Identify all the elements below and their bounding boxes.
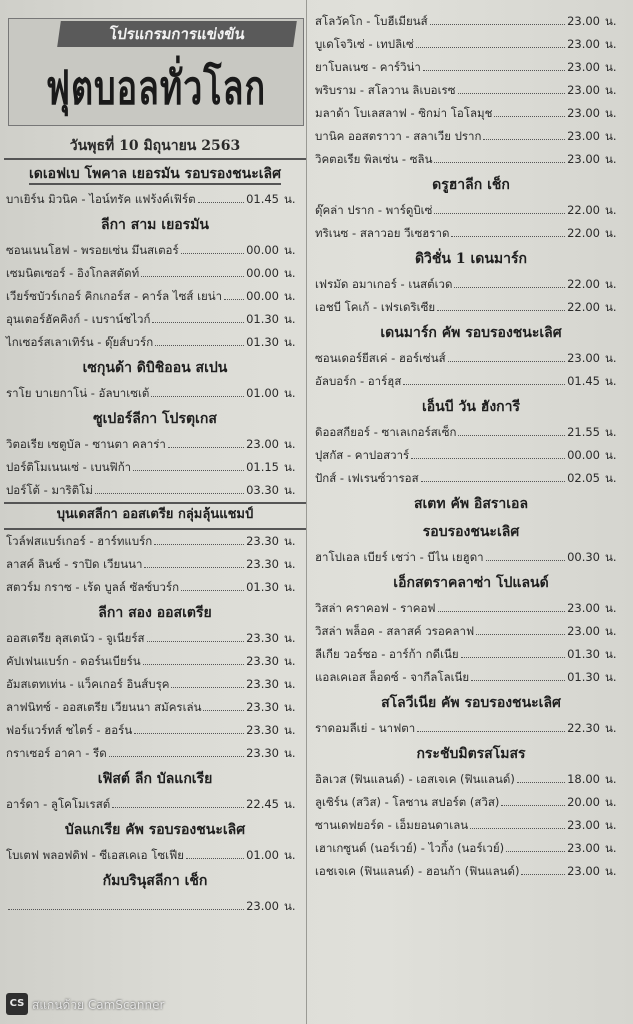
- match-teams: ราดอมลีเย่ - นาฟตา: [315, 721, 416, 735]
- match-row: [313, 666, 629, 689]
- time-unit: น.: [284, 700, 296, 714]
- kickoff-time: 23.00: [567, 106, 600, 120]
- kickoff-time: 22.00: [567, 300, 600, 314]
- match-row: [313, 79, 629, 102]
- match-teams: วิสล่า คราคอฟ - ราคอฟ: [315, 601, 436, 615]
- left-column: [4, 0, 306, 918]
- match-teams: ซอนเนนโฮฟ - พรอยเซ่น มึนสเตอร์: [6, 243, 179, 257]
- kickoff-time: 23.30: [246, 534, 279, 548]
- time-unit: น.: [605, 624, 617, 638]
- camscanner-logo: CS: [6, 993, 28, 1015]
- match-row: [313, 860, 629, 883]
- leader-dots: [417, 731, 565, 732]
- kickoff-time: 22.30: [567, 721, 600, 735]
- match-teams: อาร์ดา - ลูโคโมเรสต์: [6, 797, 111, 811]
- time-unit: น.: [284, 483, 296, 497]
- kickoff-time: 23.30: [246, 631, 279, 645]
- match-teams: อัมสเตทเท่น - แว็คเกอร์ อินส์บรุค: [6, 677, 170, 691]
- match-row: [4, 239, 306, 262]
- match-teams: กราเซอร์ อาคา - รีด: [6, 746, 107, 760]
- section-title: บัลแกเรีย คัพ รอบรองชนะเลิศ: [64, 822, 246, 838]
- time-unit: น.: [284, 266, 296, 280]
- leader-dots: [141, 276, 244, 277]
- match-row: [313, 597, 629, 620]
- time-unit: น.: [605, 14, 617, 28]
- match-row: [4, 456, 306, 479]
- kickoff-time: 23.00: [567, 624, 600, 638]
- time-unit: น.: [284, 312, 296, 326]
- leader-dots: [458, 435, 565, 436]
- leader-dots: [437, 310, 565, 311]
- match-teams: อัลบอร์ก - อาร์ฮุส: [315, 374, 402, 388]
- kickoff-time: 20.00: [567, 795, 600, 809]
- leader-dots: [403, 384, 565, 385]
- match-teams: ลาสค์ ลินซ์ - ราปิด เวียนนา: [6, 557, 143, 571]
- match-row: [4, 530, 306, 553]
- kickoff-time: 23.30: [246, 677, 279, 691]
- leader-dots: [147, 641, 245, 642]
- leader-dots: [154, 544, 244, 545]
- kickoff-time: 23.00: [567, 14, 600, 28]
- match-teams: สตวร์ม กราซ - เร้ด บูลล์ ซัลซ์บวร์ก: [6, 580, 180, 594]
- leader-dots: [506, 851, 565, 852]
- kickoff-time: 01.15: [246, 460, 279, 474]
- leader-dots: [470, 828, 565, 829]
- match-row: [4, 844, 306, 867]
- leader-dots: [168, 447, 244, 448]
- kickoff-time: 00.00: [246, 289, 279, 303]
- kickoff-time: 01.30: [246, 312, 279, 326]
- match-row: [313, 643, 629, 666]
- leader-dots: [151, 396, 244, 397]
- match-teams: คัปเฟนแบร์ก - ดอร์นเบียร์น: [6, 654, 141, 668]
- time-unit: น.: [605, 226, 617, 240]
- match-row: [313, 148, 629, 171]
- match-teams: เอชบี โคเก้ - เฟรเดริเซีย: [315, 300, 436, 314]
- match-row: [4, 650, 306, 673]
- match-teams: แอลเคเอส ล็อดซ์ - จากีลโลเนีย: [315, 670, 470, 684]
- left-sections: [4, 160, 306, 918]
- time-unit: น.: [605, 670, 617, 684]
- match-teams: อิลเวส (ฟินแลนด์) - เอสเจเค (ฟินแลนด์): [315, 772, 515, 786]
- time-unit: น.: [605, 203, 617, 217]
- section-title: เดนมาร์ก คัพ รอบรองชนะเลิศ: [380, 325, 562, 341]
- match-teams: ดิออสกียอร์ - ซาเลเกอร์สเซ็ก: [315, 425, 457, 439]
- match-teams: อุนเตอร์ฮัคคิงก์ - เบราน์ชไวก์: [6, 312, 151, 326]
- time-unit: น.: [605, 129, 617, 143]
- leader-dots: [438, 611, 566, 612]
- kickoff-time: 23.00: [567, 351, 600, 365]
- section-title: บุนเดสลีกา ออสเตรีย กลุ่มลุ้นแชมป์: [4, 502, 306, 530]
- time-unit: น.: [605, 351, 617, 365]
- section-title: รอบรองชนะเลิศ: [422, 524, 520, 540]
- kickoff-time: 23.30: [246, 746, 279, 760]
- time-unit: น.: [284, 580, 296, 594]
- match-teams: ออสเตรีย ลุสเตนัว - จูเนียร์ส: [6, 631, 145, 645]
- leader-dots: [416, 47, 565, 48]
- leader-dots: [198, 202, 244, 203]
- leader-dots: [152, 322, 244, 323]
- section-title: เฟิสต์ ลีก บัลแกเรีย: [97, 771, 213, 787]
- match-row: [313, 347, 629, 370]
- match-teams: สโลวัคโก - โบฮีเมียนส์: [315, 14, 428, 28]
- leader-dots: [134, 733, 244, 734]
- time-unit: น.: [284, 723, 296, 737]
- kickoff-time: 23.30: [246, 654, 279, 668]
- kickoff-time: 23.30: [246, 557, 279, 571]
- match-row: [4, 479, 306, 502]
- match-row: [313, 370, 629, 393]
- kickoff-time: 23.00: [567, 152, 600, 166]
- match-row: [4, 188, 306, 211]
- kickoff-time: 22.00: [567, 226, 600, 240]
- time-unit: น.: [605, 448, 617, 462]
- match-teams: ยาโบลเนซ - คาร์วิน่า: [315, 60, 421, 74]
- kickoff-time: 18.00: [567, 772, 600, 786]
- time-unit: น.: [284, 557, 296, 571]
- time-unit: น.: [284, 192, 296, 206]
- match-teams: พริบราม - สโลวาน ลิเบอเรซ: [315, 83, 456, 97]
- match-row: [4, 433, 306, 456]
- time-unit: น.: [605, 425, 617, 439]
- leader-dots: [181, 253, 244, 254]
- match-teams: เอชเจเค (ฟินแลนด์) - ฮอนก้า (ฟินแลนด์): [315, 864, 520, 878]
- match-teams: โบเตฟ พลอฟดิฟ - ซีเอสเคเอ โซเฟีย: [6, 848, 184, 862]
- time-unit: น.: [284, 335, 296, 349]
- section-title: เอ็กสตราคลาซ่า โปแลนด์: [393, 575, 549, 591]
- time-unit: น.: [284, 631, 296, 645]
- column-divider: [306, 0, 307, 1024]
- match-row: [313, 102, 629, 125]
- leader-dots: [454, 287, 565, 288]
- leader-dots: [434, 213, 565, 214]
- kickoff-time: 01.00: [246, 848, 279, 862]
- time-unit: น.: [605, 277, 617, 291]
- header-subtitle: โปรแกรมการแข่งขัน: [57, 21, 297, 47]
- time-unit: น.: [605, 374, 617, 388]
- section-title: ซูเปอร์ลีกา โปรตุเกส: [93, 411, 217, 427]
- leader-dots: [112, 807, 244, 808]
- time-unit: น.: [284, 386, 296, 400]
- match-row: [313, 444, 629, 467]
- match-teams: ลาฟนิทซ์ - ออสเตรีย เวียนนา สมัครเล่น: [6, 700, 202, 714]
- leader-dots: [186, 858, 244, 859]
- match-teams: วิตอเรีย เซตูบัล - ซานตา คลาร่า: [6, 437, 166, 451]
- match-teams: ซานเดฟยอร์ด - เอ็มยอนดาเลน: [315, 818, 469, 832]
- time-unit: น.: [605, 471, 617, 485]
- time-unit: น.: [284, 746, 296, 760]
- match-row: [313, 717, 629, 740]
- section-title: กัมบรินุสลีกา เช็ก: [102, 873, 208, 889]
- match-teams: ซอนเดอร์ยีสเค่ - ฮอร์เซ่นส์: [315, 351, 446, 365]
- section-title: เอ็นบี วัน ฮังการี: [421, 399, 521, 415]
- match-teams: วิคตอเรีย พิลเซ่น - ซลิน: [315, 152, 433, 166]
- section-title: ลีกา สาม เยอรมัน: [100, 217, 209, 233]
- match-row: [4, 285, 306, 308]
- section-title: กระชับมิตรสโมสร: [416, 746, 526, 762]
- kickoff-time: 00.00: [246, 266, 279, 280]
- match-row: [313, 791, 629, 814]
- kickoff-time: 22.00: [567, 203, 600, 217]
- time-unit: น.: [605, 818, 617, 832]
- leader-dots: [471, 680, 565, 681]
- leader-dots: [521, 874, 565, 875]
- kickoff-time: 23.00: [567, 83, 600, 97]
- match-row: [4, 793, 306, 816]
- match-row: [313, 222, 629, 245]
- match-row: [313, 620, 629, 643]
- time-unit: น.: [284, 460, 296, 474]
- kickoff-time: 02.05: [567, 471, 600, 485]
- match-row: [4, 627, 306, 650]
- leader-dots: [144, 567, 244, 568]
- section-title: ดิวิชั่น 1 เดนมาร์ก: [414, 251, 528, 267]
- time-unit: น.: [605, 106, 617, 120]
- time-unit: น.: [605, 152, 617, 166]
- leader-dots: [203, 710, 244, 711]
- kickoff-time: 23.30: [246, 700, 279, 714]
- match-row: [4, 576, 306, 599]
- kickoff-time: 01.30: [246, 580, 279, 594]
- kickoff-time: 23.00: [567, 129, 600, 143]
- leader-dots: [423, 70, 565, 71]
- match-teams: เซมนิตเซอร์ - อิงโกลสตัดท์: [6, 266, 140, 280]
- match-row: [4, 719, 306, 742]
- match-row: [4, 673, 306, 696]
- time-unit: น.: [284, 899, 296, 913]
- match-teams: บานิค ออสตราวา - สลาเวีย ปราก: [315, 129, 482, 143]
- match-row: [4, 308, 306, 331]
- time-unit: น.: [605, 37, 617, 51]
- time-unit: น.: [284, 437, 296, 451]
- match-row: [313, 768, 629, 791]
- match-teams: มลาด้า โบเลสลาฟ - ซิกม่า โอโลมุช: [315, 106, 493, 120]
- camscanner-watermark-text: สแกนด้วย CamScanner: [32, 998, 165, 1012]
- match-teams: ฟอร์แวร์ทส์ ชไตร์ - ฮอร์น: [6, 723, 133, 737]
- time-unit: น.: [284, 677, 296, 691]
- right-column: [313, 0, 629, 883]
- leader-dots: [155, 345, 244, 346]
- match-row: [4, 382, 306, 405]
- match-row: [313, 421, 629, 444]
- match-teams: บาเยิร์น มิวนิค - ไอน์ทรัค แฟร้งค์เฟิร์ต: [6, 192, 196, 206]
- match-teams: ราโย บาเยกาโน่ - อัลบาเซเต้: [6, 386, 150, 400]
- section-title: สโลวีเนีย คัพ รอบรองชนะเลิศ: [381, 695, 561, 711]
- kickoff-time: 22.45: [246, 797, 279, 811]
- time-unit: น.: [284, 243, 296, 257]
- match-teams: ดุ๊คล่า ปราก - พาร์ดูบิเซ่: [315, 203, 433, 217]
- time-unit: น.: [605, 841, 617, 855]
- time-unit: น.: [605, 550, 617, 564]
- time-unit: น.: [605, 601, 617, 615]
- leader-dots: [8, 909, 244, 910]
- match-row: [4, 742, 306, 765]
- kickoff-time: 21.55: [567, 425, 600, 439]
- section-title: ลีกา สอง ออสเตรีย: [98, 605, 212, 621]
- leader-dots: [143, 664, 244, 665]
- match-teams: ลีเกีย วอร์ซอ - อาร์ก้า กดีเนีย: [315, 647, 459, 661]
- kickoff-time: 23.00: [567, 818, 600, 832]
- right-sections: [313, 0, 629, 883]
- match-row: [313, 814, 629, 837]
- time-unit: น.: [605, 83, 617, 97]
- kickoff-time: 22.00: [567, 277, 600, 291]
- leader-dots: [451, 236, 565, 237]
- leader-dots: [483, 139, 565, 140]
- match-teams: ปักส์ - เฟเรนซ์วารอส: [315, 471, 419, 485]
- match-teams: ปุสกัส - คาปอสวาร์: [315, 448, 410, 462]
- time-unit: น.: [284, 289, 296, 303]
- leader-dots: [133, 470, 244, 471]
- leader-dots: [109, 756, 244, 757]
- header-title: ฟุตบอลทั่วโลก: [45, 61, 267, 116]
- kickoff-time: 00.30: [567, 550, 600, 564]
- kickoff-time: 01.30: [567, 670, 600, 684]
- match-teams: บูเดโจวิเซ่ - เทปลิเซ่: [315, 37, 414, 51]
- time-unit: น.: [284, 654, 296, 668]
- match-row: [313, 273, 629, 296]
- header-banner: [8, 18, 304, 126]
- kickoff-time: 01.45: [567, 374, 600, 388]
- match-row: [313, 199, 629, 222]
- leader-dots: [461, 657, 565, 658]
- section-title: สเตท คัพ อิสราเอล: [413, 496, 529, 512]
- match-row: [313, 296, 629, 319]
- time-unit: น.: [605, 772, 617, 786]
- kickoff-time: 23.00: [567, 864, 600, 878]
- kickoff-time: 01.30: [567, 647, 600, 661]
- kickoff-time: 01.00: [246, 386, 279, 400]
- kickoff-time: 23.00: [567, 60, 600, 74]
- leader-dots: [224, 299, 244, 300]
- match-row: [313, 467, 629, 490]
- leader-dots: [486, 560, 565, 561]
- kickoff-time: 00.00: [246, 243, 279, 257]
- kickoff-time: 23.30: [246, 723, 279, 737]
- time-unit: น.: [605, 721, 617, 735]
- match-row: [4, 262, 306, 285]
- leader-dots: [430, 24, 565, 25]
- kickoff-time: 00.00: [567, 448, 600, 462]
- leader-dots: [517, 782, 565, 783]
- match-teams: ฮาโปเอล เบียร์ เชว่า - บีไน เยฮูดา: [315, 550, 484, 564]
- leader-dots: [421, 481, 565, 482]
- match-row: [4, 331, 306, 354]
- leader-dots: [501, 805, 565, 806]
- match-row: [313, 837, 629, 860]
- kickoff-time: 23.00: [246, 437, 279, 451]
- match-teams: โวล์ฟสแบร์เกอร์ - ฮาร์ทแบร์ก: [6, 534, 153, 548]
- section-title-text: เดเอฟเบ โพคาล เยอรมัน รอบรองชนะเลิศ: [29, 166, 281, 185]
- match-row: [4, 553, 306, 576]
- kickoff-time: 03.30: [246, 483, 279, 497]
- match-row: [4, 696, 306, 719]
- time-unit: น.: [284, 534, 296, 548]
- match-teams: เวียร์ซบัวร์เกอร์ คิกเกอร์ส - คาร์ล ไซส์ เยน่า: [6, 289, 223, 303]
- issue-date: วันพุธที่ 10 มิถุนายน 2563: [4, 134, 306, 160]
- leader-dots: [411, 458, 565, 459]
- time-unit: น.: [284, 797, 296, 811]
- kickoff-time: 23.00: [567, 37, 600, 51]
- leader-dots: [434, 162, 565, 163]
- time-unit: น.: [605, 647, 617, 661]
- leader-dots: [476, 634, 565, 635]
- match-teams: ปอร์โต้ - มาริติโม่: [6, 483, 93, 497]
- kickoff-time: 23.00: [567, 841, 600, 855]
- leader-dots: [458, 93, 566, 94]
- match-teams: เฟรมัด อมาเกอร์ - เนสต์เวด: [315, 277, 453, 291]
- kickoff-time: 01.45: [246, 192, 279, 206]
- match-teams: ปอร์ติโมเนนเซ่ - เบนฟิก้า: [6, 460, 132, 474]
- match-row: [4, 895, 306, 918]
- match-teams: วิสล่า พล็อค - สลาสค์ วรอคลาฟ: [315, 624, 475, 638]
- kickoff-time: 23.00: [567, 601, 600, 615]
- time-unit: น.: [284, 848, 296, 862]
- kickoff-time: 01.30: [246, 335, 279, 349]
- section-title: เซกุนด้า ดิบิชิออน สเปน: [82, 360, 228, 376]
- time-unit: น.: [605, 300, 617, 314]
- section-title: ดรูฮาลีก เช็ก: [432, 177, 510, 193]
- kickoff-time: 23.00: [246, 899, 279, 913]
- time-unit: น.: [605, 864, 617, 878]
- match-teams: ลูเซิร์น (สวิส) - โลซาน สปอร์ต (สวิส): [315, 795, 500, 809]
- match-row: [313, 56, 629, 79]
- match-row: [313, 125, 629, 148]
- match-row: [313, 10, 629, 33]
- match-row: [313, 33, 629, 56]
- leader-dots: [494, 116, 565, 117]
- match-row: [313, 546, 629, 569]
- match-teams: ไกเซอร์สเลาเทิร์น - ดุ๊ยส์บวร์ก: [6, 335, 154, 349]
- leader-dots: [95, 493, 244, 494]
- leader-dots: [171, 687, 244, 688]
- section-title: [4, 160, 306, 188]
- time-unit: น.: [605, 60, 617, 74]
- match-teams: เฮาเกซูนด์ (นอร์เวย์) - ไวกิ้ง (นอร์เวย์): [315, 841, 505, 855]
- leader-dots: [181, 590, 244, 591]
- leader-dots: [448, 361, 565, 362]
- time-unit: น.: [605, 795, 617, 809]
- match-teams: ทริเนซ - สลาวอย วีเซฮราด: [315, 226, 450, 240]
